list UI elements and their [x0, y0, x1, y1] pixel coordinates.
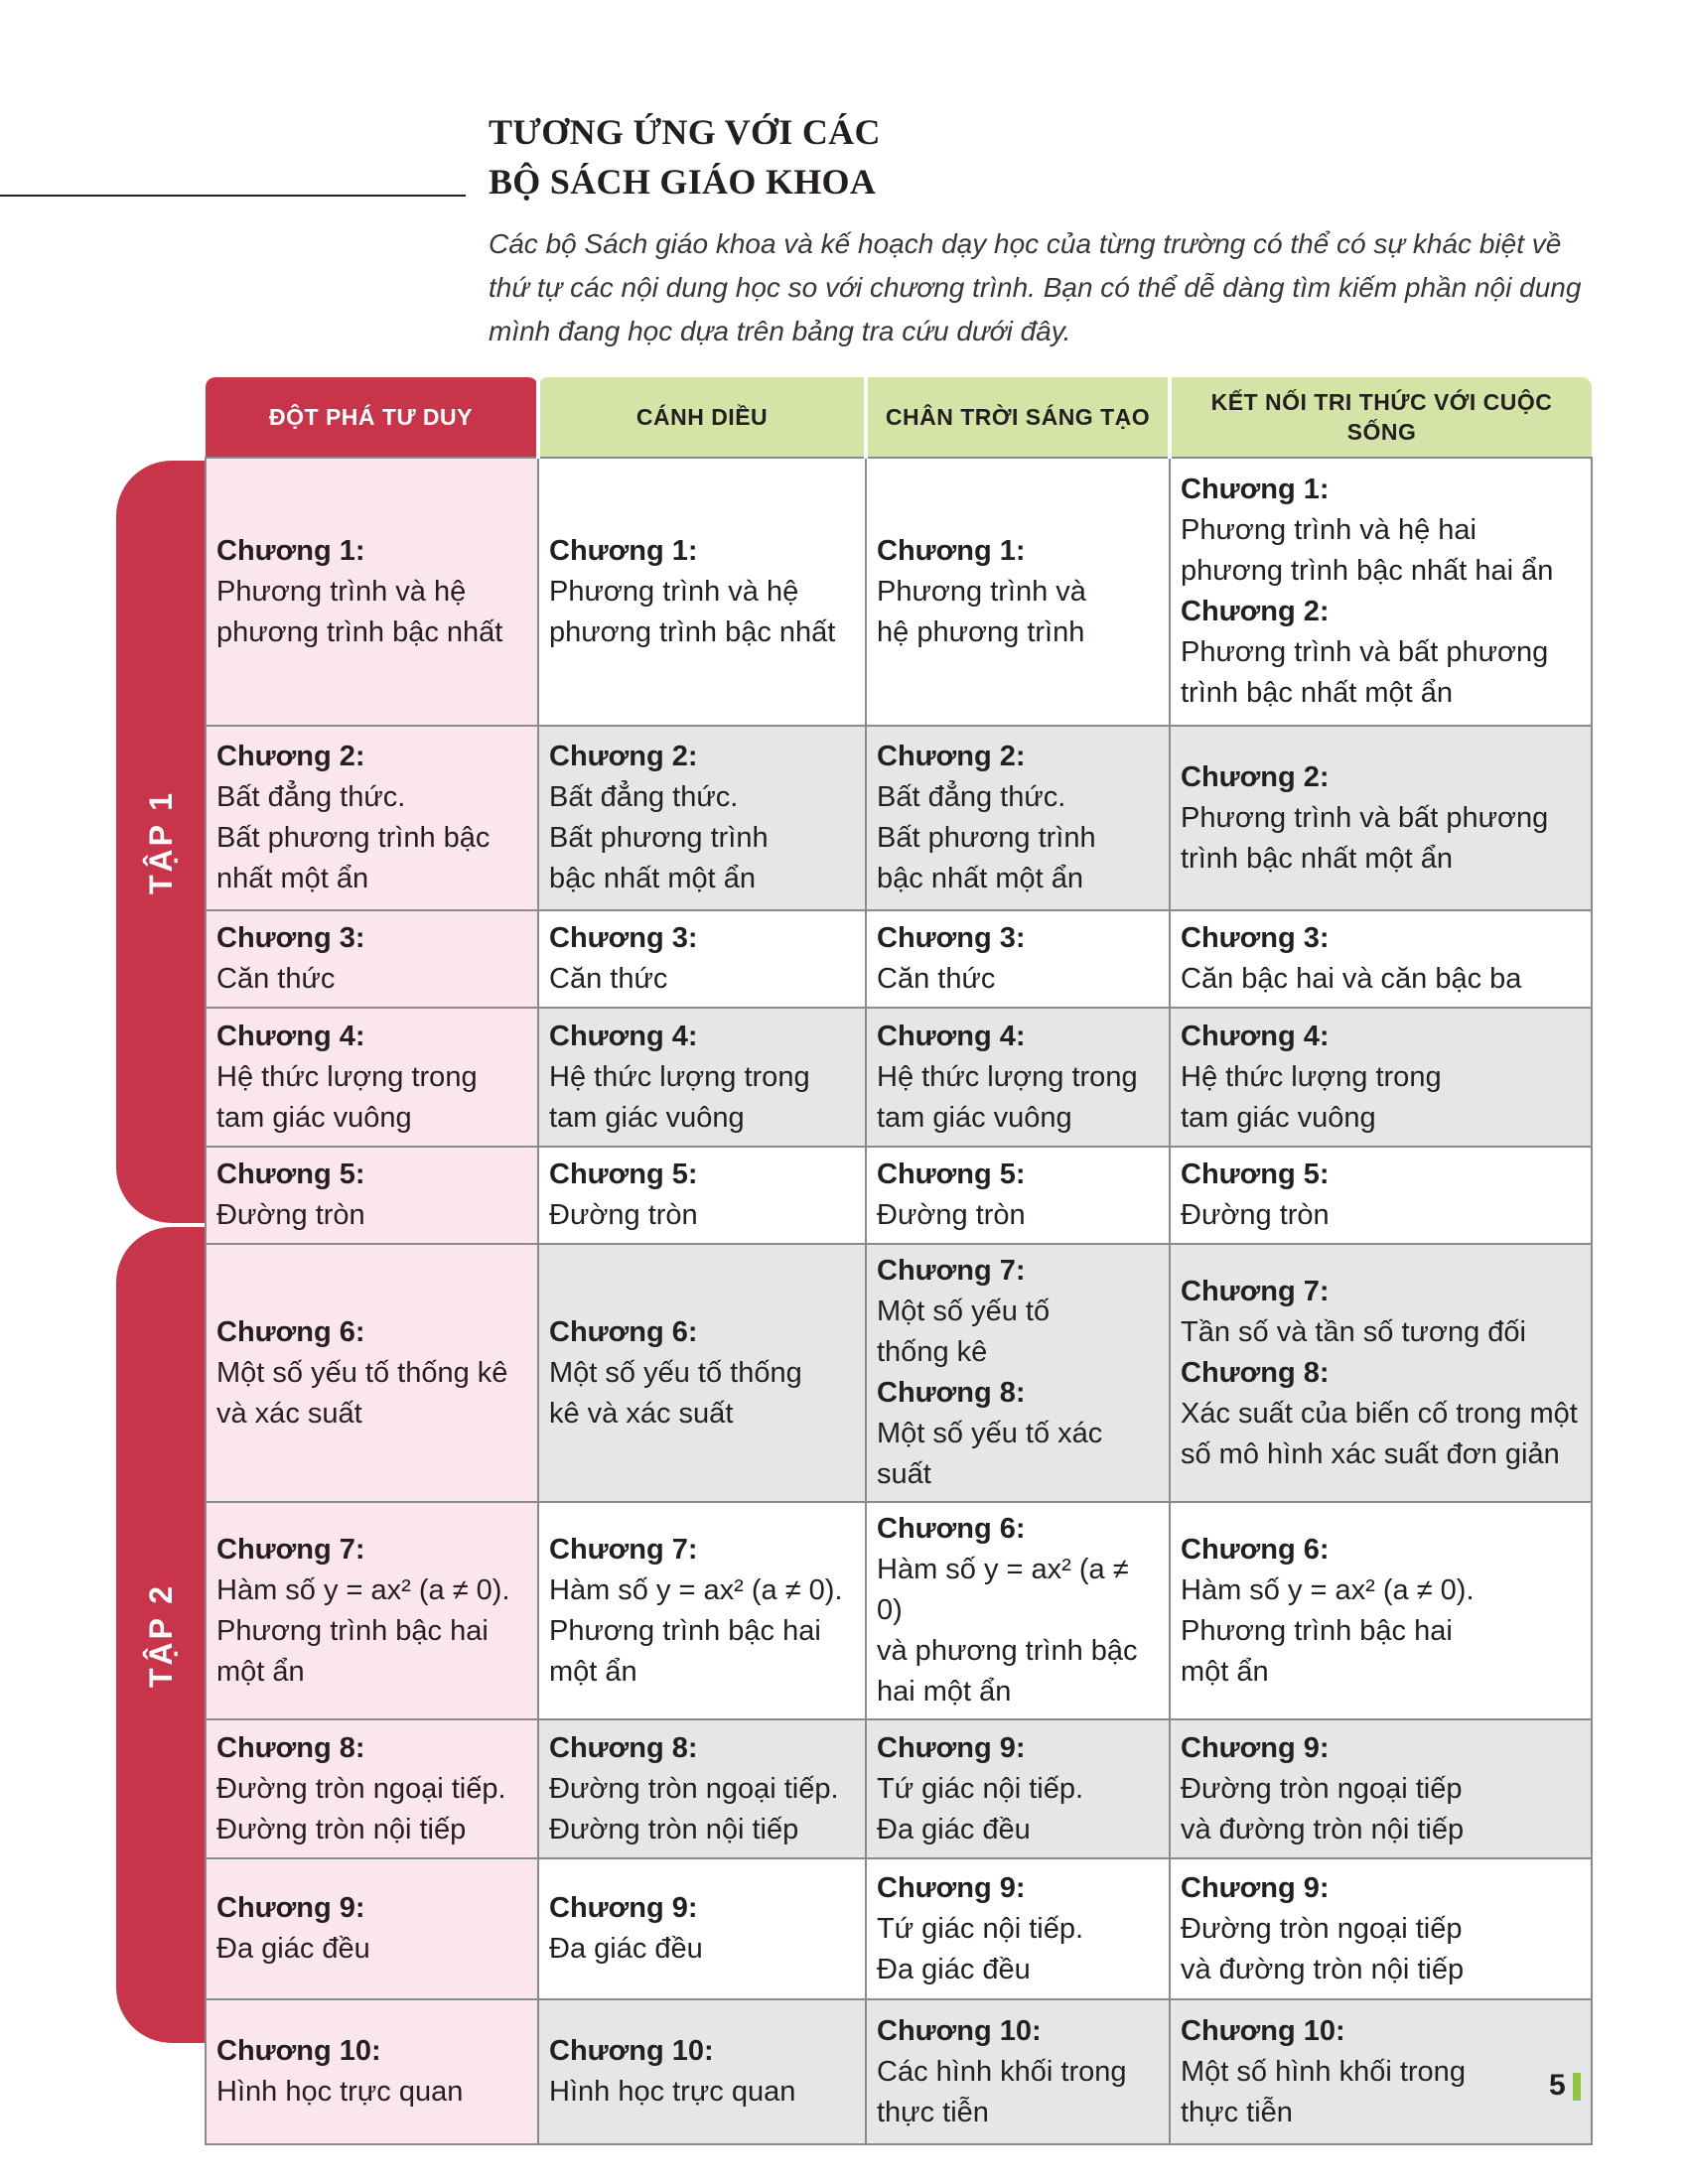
chapter-title-line: Bất đẳng thức. [216, 781, 406, 813]
table-row [206, 1999, 1592, 2144]
chapter-number: Chương 8: [549, 1731, 698, 1764]
chapter-number: Chương 4: [877, 1020, 1026, 1052]
chapter-number: Chương 9: [1181, 1871, 1330, 1904]
chapter-title-line: Một số yếu tố thống [549, 1356, 802, 1389]
chapter-title-line: và xác suất [216, 1397, 362, 1430]
chapter-number: Chương 8: [877, 1377, 1026, 1409]
chapter-title-line: Đường tròn ngoại tiếp [1181, 1772, 1463, 1805]
table-cell [1170, 726, 1592, 910]
table-cell [538, 1999, 866, 2144]
table-cell [1170, 1999, 1592, 2144]
volume-tab-2 [116, 1227, 208, 2043]
chapter-title-line: Đường tròn ngoại tiếp. [216, 1772, 506, 1805]
chapter-title-line: Phương trình và bất phương [1181, 636, 1549, 668]
chapter-title-line: Phương trình và bất phương [1181, 801, 1549, 834]
chapter-title-line: bậc nhất một ẩn [877, 863, 1083, 894]
chapter-title-line: Đường tròn nội tiếp [216, 1813, 467, 1845]
chapter-title-line: thống kê [877, 1336, 988, 1368]
chapter-number: Chương 9: [549, 1892, 698, 1924]
chapter-number: Chương 5: [877, 1159, 1026, 1190]
table-cell [206, 1008, 538, 1147]
table-cell [1170, 458, 1592, 726]
page-number: 5 [1549, 2069, 1566, 2102]
table-cell [1170, 1858, 1592, 1999]
chapter-title-line: Đường tròn ngoại tiếp. [549, 1772, 839, 1805]
table-row [206, 1719, 1592, 1858]
table-cell [206, 1502, 538, 1719]
chapter-title-line: nhất một ẩn [216, 863, 369, 894]
chapter-title-line: tam giác vuông [877, 1101, 1072, 1134]
chapter-number: Chương 5: [1181, 1159, 1330, 1190]
table-cell [538, 458, 866, 726]
header-row [206, 377, 1592, 458]
chapter-title-line: Bất phương trình [877, 822, 1096, 854]
chapter-number: Chương 10: [1181, 2014, 1345, 2047]
table-cell [206, 1147, 538, 1244]
chapter-title-line: Phương trình bậc hai [1181, 1614, 1453, 1647]
chapter-title-line: Một số hình khối trong [1181, 2055, 1466, 2088]
chapter-title-line: tam giác vuông [216, 1101, 412, 1134]
chapter-number: Chương 5: [216, 1159, 365, 1190]
table-cell [538, 1244, 866, 1502]
column-header-dot-pha-tu-duy: ĐỘT PHÁ TƯ DUY [206, 377, 538, 458]
table-row [206, 1147, 1592, 1244]
chapter-number: Chương 5: [549, 1159, 698, 1190]
chapter-title-line: Phương trình bậc hai [216, 1614, 489, 1647]
chapter-title-line: Bất phương trình [549, 822, 769, 854]
table-cell [866, 1147, 1170, 1244]
chapter-title-line: Phương trình bậc hai [549, 1614, 821, 1647]
chapter-number: Chương 7: [877, 1255, 1026, 1287]
chapter-title-line: Hàm số y = ax² (a ≠ 0). [216, 1573, 510, 1606]
chapter-title-line: Bất đẳng thức. [877, 781, 1066, 813]
chapter-title-line: Đa giác đều [877, 1953, 1031, 1985]
table-cell [866, 1719, 1170, 1858]
table-cell [1170, 1719, 1592, 1858]
table-cell [1170, 1244, 1592, 1502]
chapter-number: Chương 7: [216, 1533, 365, 1566]
chapter-title-line: Căn thức [877, 963, 996, 995]
chapter-title-line: Căn thức [216, 963, 336, 995]
table-cell [538, 1719, 866, 1858]
volume-label: TẬP 1 [143, 789, 180, 894]
chapter-title-line: Hình học trực quan [549, 2076, 796, 2108]
table-cell [206, 726, 538, 910]
table-cell [1170, 1502, 1592, 1719]
chapter-number: Chương 3: [216, 922, 365, 954]
table-cell [866, 726, 1170, 910]
chapter-number: Chương 4: [216, 1020, 365, 1052]
table-cell [866, 458, 1170, 726]
chapter-title-line: Hệ thức lượng trong [549, 1060, 810, 1093]
intro-paragraph: Các bộ Sách giáo khoa và kế hoạch dạy học của từng trường có thể có sự khác biệt về thứ tự các nội dung học so với chương trình. Bạn có thể dễ dàng tìm kiếm phần nội dung mình đang học dựa trên bảng tra cứu dưới đây. [489, 228, 1582, 346]
table-cell [206, 1719, 538, 1858]
chapter-number: Chương 10: [216, 2035, 381, 2067]
chapter-title-line: Hàm số y = ax² (a ≠ 0). [1181, 1573, 1475, 1606]
chapter-title-line: thực tiễn [1181, 2096, 1293, 2128]
chapter-number: Chương 4: [1181, 1020, 1330, 1052]
column-header-chan-troi-sang-tao: CHÂN TRỜI SÁNG TẠO [866, 377, 1170, 458]
chapter-title-line: Phương trình và [877, 575, 1086, 608]
table-row [206, 1008, 1592, 1147]
chapter-title-line: tam giác vuông [1181, 1101, 1376, 1134]
chapter-number: Chương 7: [549, 1533, 698, 1566]
table-cell [206, 458, 538, 726]
table-cell [866, 1999, 1170, 2144]
chapter-title-line: một ẩn [1181, 1655, 1269, 1688]
chapter-number: Chương 4: [549, 1020, 698, 1052]
chapter-number: Chương 3: [1181, 922, 1330, 954]
table-cell [538, 1858, 866, 1999]
chapter-title-line: số mô hình xác suất đơn giản [1181, 1437, 1560, 1470]
table-row [206, 458, 1592, 726]
chapter-title-line: Hệ thức lượng trong [877, 1060, 1138, 1093]
chapter-number: Chương 2: [216, 741, 365, 772]
page-title [489, 107, 881, 206]
chapter-title-line: Một số yếu tố [877, 1296, 1051, 1327]
chapter-number: Chương 6: [877, 1513, 1026, 1545]
page-title-line-2: BỘ SÁCH GIÁO KHOA [489, 162, 877, 202]
chapter-title-line: Căn thức [549, 963, 668, 995]
chapter-number: Chương 9: [1181, 1731, 1330, 1764]
volume-label: TẬP 2 [143, 1582, 180, 1688]
chapter-title-line: Hệ thức lượng trong [1181, 1060, 1442, 1093]
table-cell [866, 910, 1170, 1008]
chapter-title-line: Đa giác đều [216, 1933, 370, 1965]
table-row [206, 1858, 1592, 1999]
chapter-title-line: Xác suất của biến cố trong một [1181, 1397, 1578, 1430]
table-cell [206, 1244, 538, 1502]
textbook-mapping-table [205, 377, 1593, 2145]
chapter-title-line: Tứ giác nội tiếp. [877, 1772, 1084, 1805]
chapter-title-line: và đường tròn nội tiếp [1181, 1953, 1465, 1985]
chapter-title-line: kê và xác suất [549, 1397, 734, 1430]
table-cell [1170, 910, 1592, 1008]
table-cell [1170, 1147, 1592, 1244]
chapter-title-line: Hệ thức lượng trong [216, 1060, 478, 1093]
chapter-number: Chương 9: [877, 1871, 1026, 1904]
chapter-number: Chương 3: [549, 922, 698, 954]
chapter-title-line: Đường tròn [216, 1199, 365, 1231]
chapter-number: Chương 2: [877, 741, 1026, 772]
chapter-number: Chương 7: [1181, 1275, 1330, 1307]
chapter-title-line: Hình học trực quan [216, 2076, 464, 2108]
table-cell [206, 1858, 538, 1999]
chapter-title-line: Phương trình và hệ [216, 575, 467, 608]
table-row [206, 910, 1592, 1008]
page-number-marker [1573, 2073, 1581, 2101]
chapter-number: Chương 1: [1181, 474, 1330, 505]
chapter-number: Chương 2: [1181, 596, 1330, 627]
chapter-number: Chương 6: [216, 1315, 365, 1348]
table-cell [538, 1008, 866, 1147]
chapter-title-line: và đường tròn nội tiếp [1181, 1813, 1465, 1845]
table-row [206, 1502, 1592, 1719]
chapter-title-line: hai một ẩn [877, 1676, 1012, 1707]
chapter-title-line: Bất đẳng thức. [549, 781, 739, 813]
chapter-title-line: một ẩn [216, 1655, 305, 1688]
chapter-number: Chương 8: [216, 1731, 365, 1764]
chapter-title-line: phương trình bậc nhất hai ẩn [1181, 555, 1554, 587]
chapter-title-line: Một số yếu tố thống kê [216, 1356, 508, 1389]
table-cell [206, 910, 538, 1008]
table-cell [538, 910, 866, 1008]
chapter-title-line: trình bậc nhất một ẩn [1181, 677, 1454, 709]
chapter-title-line: Tần số và tần số tương đối [1181, 1315, 1526, 1348]
chapter-number: Chương 10: [549, 2035, 714, 2067]
table-cell [1170, 1008, 1592, 1147]
chapter-number: Chương 9: [877, 1731, 1026, 1764]
chapter-number: Chương 6: [549, 1315, 698, 1348]
chapter-title-line: Đa giác đều [877, 1813, 1031, 1845]
chapter-title-line: Đường tròn ngoại tiếp [1181, 1912, 1463, 1945]
chapter-title-line: Hàm số y = ax² (a ≠ 0) [877, 1554, 1129, 1626]
chapter-number: Chương 2: [549, 741, 698, 772]
chapter-title-line: Đa giác đều [549, 1933, 703, 1965]
table-row [206, 1244, 1592, 1502]
table-cell [538, 726, 866, 910]
chapter-number: Chương 9: [216, 1892, 365, 1924]
table-cell [866, 1858, 1170, 1999]
chapter-number: Chương 1: [216, 534, 365, 567]
table-cell [206, 1999, 538, 2144]
title-rule [0, 195, 466, 197]
chapter-number: Chương 6: [1181, 1533, 1330, 1566]
chapter-number: Chương 2: [1181, 760, 1330, 793]
chapter-title-line: bậc nhất một ẩn [549, 863, 756, 894]
chapter-title-line: phương trình bậc nhất [549, 615, 836, 648]
chapter-number: Chương 10: [877, 2014, 1042, 2047]
chapter-title-line: Phương trình và hệ hai [1181, 514, 1477, 546]
chapter-title-line: hệ phương trình [877, 615, 1085, 648]
chapter-title-line: Hàm số y = ax² (a ≠ 0). [549, 1573, 843, 1606]
chapter-title-line: tam giác vuông [549, 1101, 745, 1134]
column-header-ket-noi-tri-thuc: KẾT NỐI TRI THỨC VỚI CUỘC SỐNG [1170, 377, 1592, 458]
chapter-number: Chương 1: [877, 534, 1026, 567]
page-title-line-1: TƯƠNG ỨNG VỚI CÁC [489, 112, 881, 152]
chapter-title-line: phương trình bậc nhất [216, 615, 503, 648]
chapter-title-line: Đường tròn nội tiếp [549, 1813, 799, 1845]
chapter-title-line: Đường tròn [1181, 1199, 1330, 1231]
table-cell [866, 1244, 1170, 1502]
chapter-title-line: Đường tròn [549, 1199, 698, 1231]
chapter-title-line: Phương trình và hệ [549, 575, 799, 608]
volume-tab-1 [116, 461, 208, 1223]
chapter-number: Chương 3: [877, 922, 1026, 954]
chapter-title-line: Căn bậc hai và căn bậc ba [1181, 963, 1522, 995]
chapter-title-line: thực tiễn [877, 2096, 989, 2128]
chapter-title-line: Đường tròn [877, 1199, 1026, 1231]
chapter-title-line: một ẩn [549, 1655, 637, 1688]
table-cell [866, 1008, 1170, 1147]
chapter-title-line: trình bậc nhất một ẩn [1181, 842, 1454, 875]
table-cell [538, 1502, 866, 1719]
table-cell [866, 1502, 1170, 1719]
chapter-title-line: Bất phương trình bậc [216, 822, 491, 854]
chapter-title-line: Các hình khối trong [877, 2055, 1127, 2088]
chapter-title-line: Tứ giác nội tiếp. [877, 1912, 1084, 1945]
chapter-number: Chương 8: [1181, 1356, 1330, 1389]
chapter-title-line: và phương trình bậc [877, 1635, 1138, 1667]
column-header-canh-dieu: CÁNH DIỀU [538, 377, 866, 458]
table-cell [538, 1147, 866, 1244]
table-row [206, 726, 1592, 910]
chapter-number: Chương 1: [549, 534, 698, 567]
chapter-title-line: Một số yếu tố xác suất [877, 1418, 1103, 1490]
